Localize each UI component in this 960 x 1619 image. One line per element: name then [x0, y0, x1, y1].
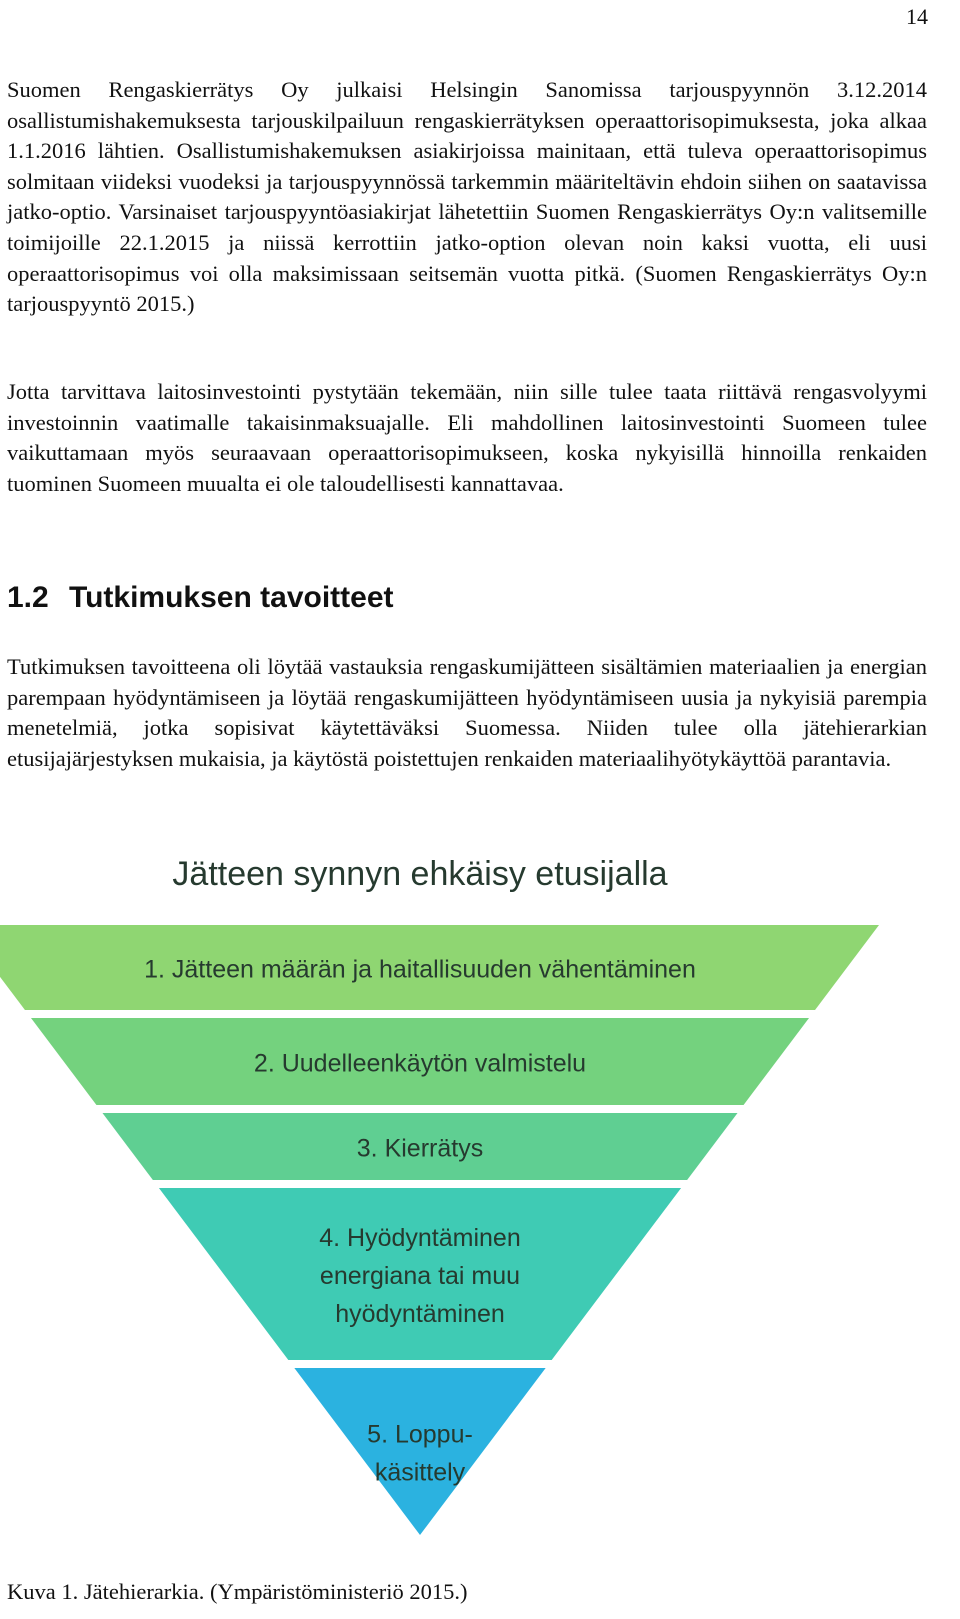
hierarchy-level-4-label: energiana tai muu [319, 1262, 521, 1290]
figure-caption: Kuva 1. Jätehierarkia. (Ympäristöministeriö 2015.) [7, 1579, 468, 1604]
hierarchy-levels [0, 925, 879, 1535]
section-heading [7, 578, 394, 618]
hierarchy-level-5-label: käsittely [374, 1458, 466, 1487]
waste-hierarchy-diagram [0, 840, 960, 1580]
hierarchy-level-4-label: hyödyntäminen [335, 1300, 505, 1328]
paragraph-intro: Suomen Rengaskierrätys Oy julkaisi Helsingin Sanomissa tarjouspyynnön 3.12.2014 osallistumishakemuksesta tarjouskilpailuun rengaskierrätyksen operaattorisopimuksesta, joka alkaa 1.1.2016 lähtien. Osallistumishakemuksen asiakirjoissa mainitaan, että tuleva operaattorisopimus solmitaan viideksi vuodeksi ja tarjouspyynnössä tarkemmin määriteltävin ehdoin siihen on saatavissa jatko-optio. Varsinaiset tarjouspyyntöasiakirjat lähetettiin Suomen Rengaskierrätys Oy:n valitsemille toimijoille 22.1.2015 ja niissä kerrottiin jatko-option olevan noin kaksi vuotta, eli uusi operaattorisopimus voi olla maksimissaan seitsemän vuotta pitkä. (Suomen Rengaskierrätys Oy:n tarjouspyyntö 2015.) [7, 77, 927, 317]
diagram-title: Jätteen synnyn ehkäisy etusijalla [172, 855, 668, 893]
paragraph-investment: Jotta tarvittava laitosinvestointi pystytään tekemään, niin sille tulee taata riittävä rengasvolyymi investoinnin vaatimalle takaisinmaksuajalle. Eli mahdollinen laitosinvestointi Suomeen tulee vaikuttamaan myös seuraavaan operaattorisopimukseen, koska nykyisillä hinnoilla renkaiden tuominen Suomeen muualta ei ole taloudellisesti kannattavaa. [7, 379, 927, 496]
page-number: 14 [906, 4, 928, 29]
hierarchy-level-1-label: 1. Jätteen määrän ja haitallisuuden vähentäminen [144, 955, 696, 984]
hierarchy-level-5-label: 5. Loppu- [367, 1420, 473, 1449]
hierarchy-level-3-label: 3. Kierrätys [356, 1134, 484, 1163]
hierarchy-level-2-label: 2. Uudelleenkäytön valmistelu [253, 1049, 587, 1078]
hierarchy-level-5 [294, 1368, 545, 1535]
hierarchy-level-4-label: 4. Hyödyntäminen [319, 1224, 521, 1252]
paragraph-objectives: Tutkimuksen tavoitteena oli löytää vastauksia rengaskumijätteen sisältämien materiaalien ja energian parempaan hyödyntämiseen ja löytää rengaskumijätteen hyödyntämiseen uusia ja nykyisiä parempia menetelmiä, jotka sopisivat käytettäväksi Suomessa. Niiden tulee olla jätehierarkian etusijajärjestyksen mukaisia, ja käytöstä poistettujen renkaiden materiaalihyötykäyttöä parantavia. [7, 654, 927, 771]
waste-hierarchy-figure [0, 840, 960, 1600]
section-title: Tutkimuksen tavoitteet [69, 581, 394, 614]
section-number: 1.2 [7, 581, 49, 614]
